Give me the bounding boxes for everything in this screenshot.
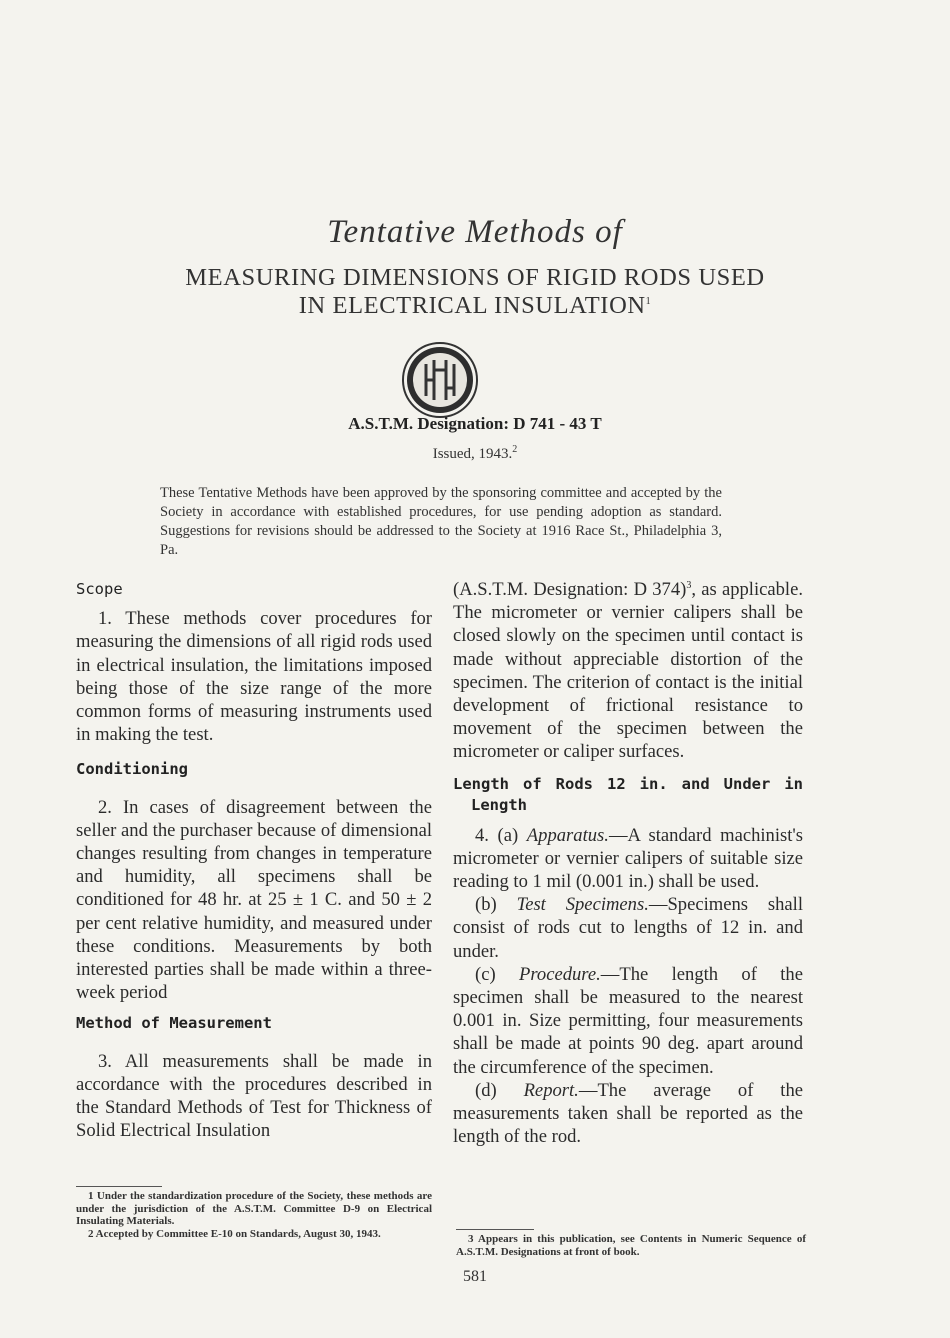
conditioning-heading: Conditioning (76, 760, 188, 779)
title-line-1: MEASURING DIMENSIONS OF RIGID RODS USED (185, 264, 765, 291)
continuation-text: (A.S.T.M. Designation: D 374) (453, 579, 687, 600)
procedure-lead: (c) (475, 963, 496, 985)
specimens-title: Test Specimens. (516, 894, 649, 916)
apparatus-paragraph (453, 824, 803, 894)
procedure-paragraph (453, 963, 803, 1079)
apparatus-title: Apparatus. (526, 824, 609, 846)
specimens-lead: (b) (475, 894, 497, 916)
specimens-text: —Specimens shall consist of rods cut to lengths of 12 in. and under. (453, 894, 803, 962)
method-heading: Method of Measurement (76, 1014, 272, 1033)
title-footnote-mark: 1 (645, 295, 652, 307)
title-italic: Tentative Methods of (327, 214, 623, 250)
issued-date (0, 446, 950, 463)
title-line-2 (100, 292, 850, 320)
procedure-text: —The length of the specimen shall be measured to the nearest 0.001 in. Size permitting, four measurements shall be made at points 90 deg. apart around the circumference of the specimen. (453, 963, 803, 1078)
issued-footnote-mark: 2 (512, 444, 518, 455)
right-column (453, 578, 803, 1148)
specimens-paragraph (453, 893, 803, 963)
scope-heading: Scope (76, 580, 123, 598)
procedure-title: Procedure. (519, 963, 601, 985)
footnote-3: 3 Appears in this publication, see Contents in Numeric Sequence of A.S.T.M. Designations at front of book. (456, 1233, 806, 1258)
footnotes-right (456, 1233, 806, 1258)
issued-text: Issued, 1943. (432, 446, 513, 462)
continuation-paragraph (453, 578, 803, 764)
footnote-2: 2 Accepted by Committee E-10 on Standards, August 30, 1943. (88, 1227, 381, 1240)
report-title: Report. (523, 1079, 579, 1101)
continuation-rest: , as applicable. The micrometer or vernier calipers shall be closed slowly on the specimen until contact is made without appreciable distortion of the specimen. The criterion of contact is the initial development of frictional resistance to movement of the specimen between the micrometer or caliper surfaces. (453, 579, 803, 763)
scope-paragraph: 1. These methods cover procedures for measuring the dimensions of all rigid rods used in electrical insulation, the limitations imposed being those of the size range of the more common forms of measuring instruments used in making the test. (76, 608, 432, 746)
approval-notice: These Tentative Methods have been approved by the sponsoring committee and accepted by the Society in accordance with established procedures, for use pending adoption as standard. Suggestions for revisions should be addressed to the Society at 1916 Race St., Philadelphia 3, Pa. (160, 485, 722, 558)
conditioning-paragraph: 2. In cases of disagreement between the seller and the purchaser because of dimensional changes resulting from changes in temperature and humidity, all specimens shall be conditioned for 48 hr. at 25 ± 1 C. and 50 ± 2 per cent relative humidity, and measured under these conditions. Measurements by both interested parties shall be made within a three-week period (76, 796, 432, 1004)
report-paragraph (453, 1079, 803, 1149)
left-column (76, 578, 432, 1142)
footnote-1: 1 Under the standardization procedure of the Society, these methods are under the jurisdiction of the A.S.T.M. Committee D-9 on Electrical Insulating Materials. (76, 1190, 432, 1227)
astm-logo-icon (400, 340, 480, 420)
report-text: —The average of the measurements taken shall be reported as the length of the rod. (453, 1079, 803, 1148)
report-lead: (d) (475, 1079, 497, 1101)
page-number: 581 (463, 1268, 487, 1285)
apparatus-text: —A standard machinist's micrometer or vernier calipers of suitable size reading to 1 mil (0.001 in.) shall be used. (453, 824, 804, 893)
designation: A.S.T.M. Designation: D 741 - 43 T (348, 414, 602, 433)
footnote-rule-left (76, 1186, 162, 1187)
method-paragraph: 3. All measurements shall be made in accordance with the procedures described in the Standard Methods of Test for Thickness of Solid Electrical Insulation (76, 1050, 432, 1142)
main-title (100, 264, 850, 320)
footnotes-left (76, 1190, 432, 1240)
continuation-footnote-mark: 3 (686, 579, 692, 591)
title-line-2-text: IN ELECTRICAL INSULATION (298, 292, 646, 319)
footnote-rule-right (456, 1229, 534, 1230)
apparatus-lead: 4. (a) (475, 824, 519, 846)
length-heading: Length of Rods 12 in. and Under in Length (453, 774, 803, 814)
